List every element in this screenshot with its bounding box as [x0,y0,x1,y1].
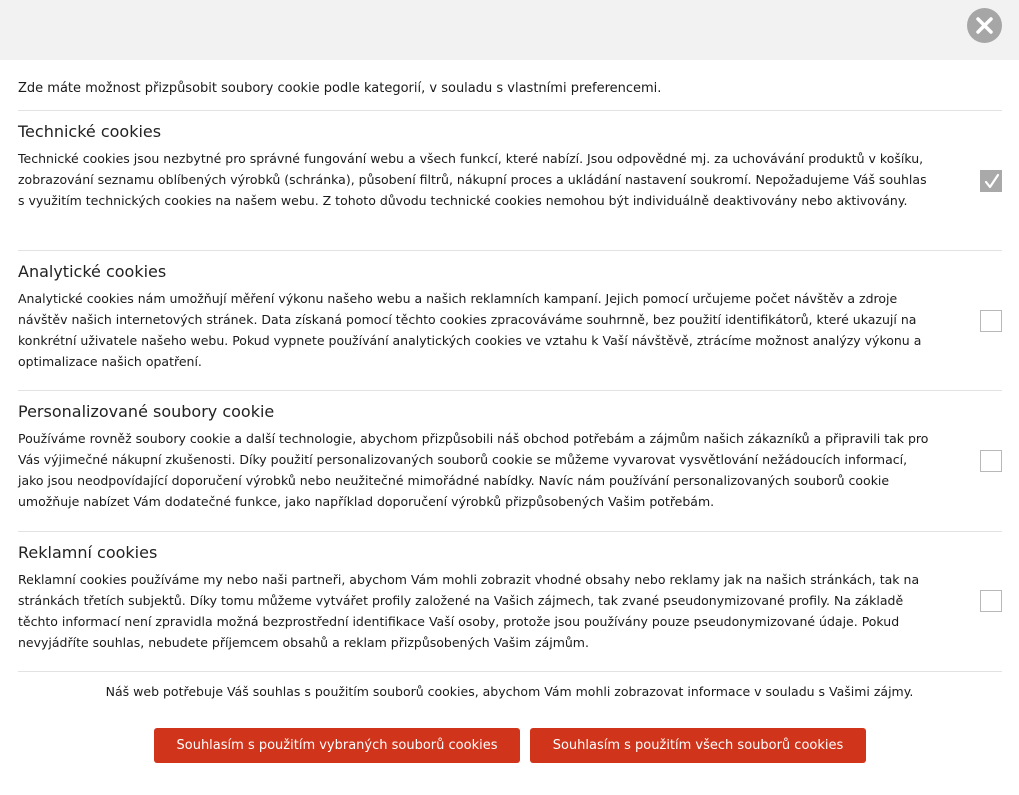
category-description: Používáme rovněž soubory cookie a další technologie, abychom přizpůsobili náš obchod potřebám a zájmům našich zákazníků a připravili tak pro Vás výjimečné nákupní zkušenosti. Díky použití personalizovaných souborů cookie se můžeme vyvarovat vysvětlování nežádoucích informací, jako jsou neodpovídající doporučení výrobků nebo neužitečné mimořádné nabídky. Navíc nám používání personalizovaných souborů cookie umožňuje nabízet Vám dodatečné funkce, jako například doporučení výrobků přizpůsobených Vašim potřebám. [18,431,929,509]
category-title: Personalizované soubory cookie [18,402,275,421]
category-description: Technické cookies jsou nezbytné pro správné fungování webu a všech funkcí, které nabízí. Jsou odpovědné mj. za uchovávání produktů v košíku, zobrazování seznamu oblíbených výrobků (schránka), působení filtrů, nákupní proces a ukládání nastavení soukromí. Nepožadujeme Váš souhlas s využitím technických cookies na našem webu. Z tohoto důvodu technické cookies nemohou být individuálně deaktivovány nebo aktivovány. [18,151,927,208]
intro-text: Zde máte možnost přizpůsobit soubory cookie podle kategorií, v souladu s vlastními preferencemi. [18,81,662,96]
category-title: Analytické cookies [18,262,167,281]
checkmark-icon [984,173,1000,190]
category-title: Technické cookies [18,122,162,141]
accept-selected-button[interactable]: Souhlasím s použitím vybraných souborů cookies [154,728,520,763]
technical-cookies-checkbox[interactable] [980,170,1002,192]
cookie-category-personalized [18,390,1002,532]
cookie-category-analytics [18,250,1002,391]
category-description: Reklamní cookies používáme my nebo naši partneři, abychom Vám mohli zobrazit vhodné obsahy nebo reklamy jak na našich stránkách, tak na stránkách třetích subjektů. Díky tomu můžeme vytvářet profily založené na Vašich zájmech, tak zvané pseudonymizované profily. Na základě těchto informací není zpravidla možná bezprostřední identifikace Vaší osoby, protože jsou používány pouze pseudonymizované údaje. Pokud nevyjádříte souhlas, nebudete příjemcem obsahů a reklam přizpůsobených Vašim zájmům. [18,572,920,650]
cookie-category-advertising [18,531,1002,672]
personalized-cookies-checkbox[interactable] [980,450,1002,472]
category-title: Reklamní cookies [18,543,158,562]
cookie-category-technical [18,110,1002,251]
analytics-cookies-checkbox[interactable] [980,310,1002,332]
consent-note: Náš web potřebuje Váš souhlas s použitím souborů cookies, abychom Vám mohli zobrazovat informace v souladu s Vašimi zájmy. [105,684,914,699]
advertising-cookies-checkbox[interactable] [980,590,1002,612]
modal-header [0,0,1019,60]
category-description: Analytické cookies nám umožňují měření výkonu našeho webu a našich reklamních kampaní. Jejich pomocí určujeme počet návštěv a zdroje návštěv našich internetových stránek. Data získaná pomocí těchto cookies zpracováváme souhrnně, bez použití identifikátorů, které ukazují na konkrétní uživatele našeho webu. Pokud vypnete používání analytických cookies ve vztahu k Vaší návštěvě, ztrácíme možnost analýzy výkonu a optimalizace našich opatření. [18,291,922,369]
close-icon [976,17,993,34]
footer-divider [18,671,1002,672]
accept-all-button[interactable]: Souhlasím s použitím všech souborů cookies [530,728,866,763]
close-button[interactable] [967,8,1002,43]
